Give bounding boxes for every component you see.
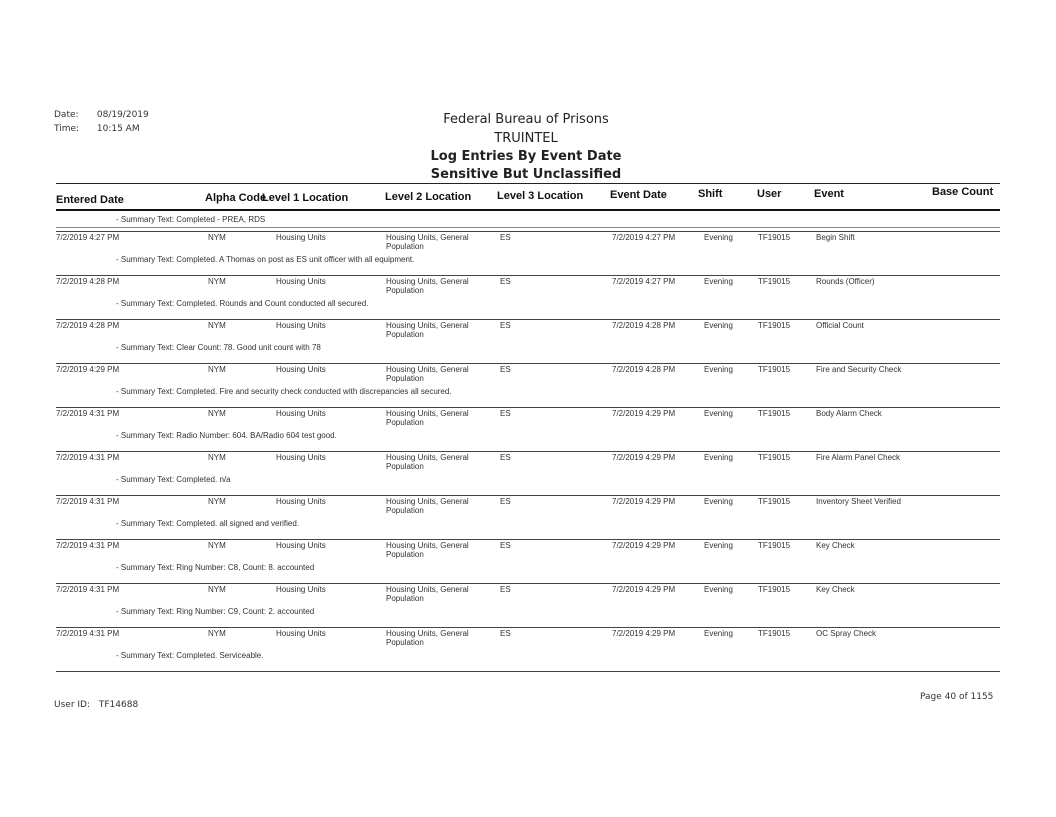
system-title: TRUINTEL — [494, 131, 558, 146]
cell-event: Rounds (Officer) — [816, 277, 875, 286]
user-id-label: User ID: — [54, 700, 90, 710]
col-header-level1-location: Level 1 Location — [262, 192, 349, 204]
cell-event: Body Alarm Check — [816, 409, 882, 418]
report-meta-date — [54, 110, 149, 120]
summary-text: - Summary Text: Completed. Rounds and Count conducted all secured. — [116, 299, 369, 308]
cell-level2-location: Housing Units, General Population — [386, 453, 469, 471]
page-number: Page 40 of 1155 — [920, 692, 994, 702]
row-rule — [56, 627, 1000, 628]
cell-level3-location: ES — [500, 409, 511, 418]
cell-entered-date: 7/2/2019 4:31 PM — [56, 585, 120, 594]
row-rule — [56, 231, 1000, 232]
date-label: Date: — [54, 110, 79, 120]
summary-text: - Summary Text: Completed. Serviceable. — [116, 651, 264, 660]
cell-alpha-code: NYM — [208, 321, 226, 330]
cell-event: Fire and Security Check — [816, 365, 902, 374]
cell-level2-location: Housing Units, General Population — [386, 277, 469, 295]
cell-event: Fire Alarm Panel Check — [816, 453, 901, 462]
cell-alpha-code: NYM — [208, 585, 226, 594]
cell-level1-location: Housing Units — [276, 541, 326, 550]
cell-event: Official Count — [816, 321, 864, 330]
cell-level1-location: Housing Units — [276, 233, 326, 242]
cell-entered-date: 7/2/2019 4:28 PM — [56, 277, 120, 286]
cell-user: TF19015 — [758, 409, 791, 418]
row-rule — [56, 495, 1000, 496]
report-title: Log Entries By Event Date — [430, 149, 622, 164]
cell-event-date: 7/2/2019 4:28 PM — [612, 321, 676, 330]
cell-shift: Evening — [704, 629, 733, 638]
cell-shift: Evening — [704, 585, 733, 594]
cell-level3-location: ES — [500, 629, 511, 638]
cell-shift: Evening — [704, 497, 733, 506]
cell-user: TF19015 — [758, 541, 791, 550]
cell-level2-location: Housing Units, General Population — [386, 541, 469, 559]
cell-event-date: 7/2/2019 4:27 PM — [612, 233, 676, 242]
first-summary-rule — [56, 227, 1000, 228]
cell-level1-location: Housing Units — [276, 453, 326, 462]
cell-level1-location: Housing Units — [276, 409, 326, 418]
row-rule — [56, 539, 1000, 540]
cell-user: TF19015 — [758, 497, 791, 506]
col-header-shift: Shift — [698, 188, 723, 200]
cell-level1-location: Housing Units — [276, 629, 326, 638]
cell-event-date: 7/2/2019 4:27 PM — [612, 277, 676, 286]
cell-level2-location: Housing Units, General Population — [386, 497, 469, 515]
col-header-base-count: Base Count — [932, 186, 994, 198]
col-header-alpha-code: Alpha Code — [205, 192, 267, 204]
cell-event: Begin Shift — [816, 233, 855, 242]
cell-shift: Evening — [704, 321, 733, 330]
header-rule — [56, 209, 1000, 211]
cell-entered-date: 7/2/2019 4:31 PM — [56, 497, 120, 506]
cell-alpha-code: NYM — [208, 629, 226, 638]
cell-user: TF19015 — [758, 233, 791, 242]
cell-level1-location: Housing Units — [276, 321, 326, 330]
summary-text: - Summary Text: Radio Number: 604. BA/Radio 604 test good. — [116, 431, 337, 440]
cell-level3-location: ES — [500, 365, 511, 374]
cell-level3-location: ES — [500, 585, 511, 594]
row-rule — [56, 319, 1000, 320]
top-rule — [56, 183, 1000, 184]
cell-level2-location: Housing Units, General Population — [386, 233, 469, 251]
col-header-user: User — [757, 188, 782, 200]
cell-alpha-code: NYM — [208, 277, 226, 286]
summary-text: - Summary Text: Ring Number: C9, Count: 2. accounted — [116, 607, 315, 616]
cell-event-date: 7/2/2019 4:29 PM — [612, 409, 676, 418]
time-label: Time: — [54, 124, 80, 134]
summary-text: - Summary Text: Clear Count: 78. Good unit count with 78 — [116, 343, 321, 352]
row-rule — [56, 407, 1000, 408]
cell-user: TF19015 — [758, 365, 791, 374]
col-header-level3-location: Level 3 Location — [497, 190, 584, 202]
cell-event-date: 7/2/2019 4:28 PM — [612, 365, 676, 374]
col-header-event-date: Event Date — [610, 189, 667, 201]
cell-event-date: 7/2/2019 4:29 PM — [612, 585, 676, 594]
cell-alpha-code: NYM — [208, 409, 226, 418]
cell-entered-date: 7/2/2019 4:31 PM — [56, 409, 120, 418]
cell-shift: Evening — [704, 277, 733, 286]
report-meta-time — [54, 124, 140, 134]
cell-event-date: 7/2/2019 4:29 PM — [612, 541, 676, 550]
col-header-level2-location: Level 2 Location — [385, 191, 472, 203]
cell-level3-location: ES — [500, 277, 511, 286]
cell-entered-date: 7/2/2019 4:31 PM — [56, 453, 120, 462]
cell-level1-location: Housing Units — [276, 497, 326, 506]
cell-level1-location: Housing Units — [276, 585, 326, 594]
cell-level3-location: ES — [500, 453, 511, 462]
cell-level2-location: Housing Units, General Population — [386, 629, 469, 647]
row-rule — [56, 363, 1000, 364]
summary-text: - Summary Text: Completed. n/a — [116, 475, 231, 484]
cell-shift: Evening — [704, 409, 733, 418]
cell-level1-location: Housing Units — [276, 277, 326, 286]
cell-event-date: 7/2/2019 4:29 PM — [612, 629, 676, 638]
cell-level3-location: ES — [500, 321, 511, 330]
cell-alpha-code: NYM — [208, 453, 226, 462]
cell-event: Key Check — [816, 541, 855, 550]
cell-entered-date: 7/2/2019 4:31 PM — [56, 541, 120, 550]
cell-level2-location: Housing Units, General Population — [386, 321, 469, 339]
table-bottom-rule — [56, 671, 1000, 672]
cell-level2-location: Housing Units, General Population — [386, 409, 469, 427]
summary-text: - Summary Text: Completed. A Thomas on post as ES unit officer with all equipment. — [116, 255, 415, 264]
cell-level1-location: Housing Units — [276, 365, 326, 374]
first-summary-text: - Summary Text: Completed - PREA, RDS — [116, 215, 266, 224]
cell-alpha-code: NYM — [208, 233, 226, 242]
cell-event: Inventory Sheet Verified — [816, 497, 901, 506]
classification-label: Sensitive But Unclassified — [430, 167, 622, 182]
cell-user: TF19015 — [758, 277, 791, 286]
cell-alpha-code: NYM — [208, 365, 226, 374]
user-id-value: TF14688 — [98, 700, 139, 710]
agency-title: Federal Bureau of Prisons — [443, 112, 609, 127]
cell-event-date: 7/2/2019 4:29 PM — [612, 453, 676, 462]
summary-text: - Summary Text: Completed. Fire and security check conducted with discrepancies all secured. — [116, 387, 452, 396]
cell-event-date: 7/2/2019 4:29 PM — [612, 497, 676, 506]
col-header-entered-date: Entered Date — [56, 194, 124, 206]
row-rule — [56, 583, 1000, 584]
cell-entered-date: 7/2/2019 4:28 PM — [56, 321, 120, 330]
cell-level3-location: ES — [500, 233, 511, 242]
cell-entered-date: 7/2/2019 4:31 PM — [56, 629, 120, 638]
summary-text: - Summary Text: Ring Number: C8, Count: 8. accounted — [116, 563, 315, 572]
cell-user: TF19015 — [758, 321, 791, 330]
cell-entered-date: 7/2/2019 4:29 PM — [56, 365, 120, 374]
cell-user: TF19015 — [758, 629, 791, 638]
cell-shift: Evening — [704, 453, 733, 462]
date-value: 08/19/2019 — [96, 110, 149, 120]
cell-level2-location: Housing Units, General Population — [386, 365, 469, 383]
time-value: 10:15 AM — [96, 124, 140, 134]
cell-shift: Evening — [704, 365, 733, 374]
cell-level2-location: Housing Units, General Population — [386, 585, 469, 603]
cell-shift: Evening — [704, 233, 733, 242]
cell-event: Key Check — [816, 585, 855, 594]
cell-user: TF19015 — [758, 453, 791, 462]
row-rule — [56, 451, 1000, 452]
cell-entered-date: 7/2/2019 4:27 PM — [56, 233, 120, 242]
cell-shift: Evening — [704, 541, 733, 550]
summary-text: - Summary Text: Completed. all signed and verified. — [116, 519, 300, 528]
cell-alpha-code: NYM — [208, 497, 226, 506]
col-header-event: Event — [814, 188, 844, 200]
cell-event: OC Spray Check — [816, 629, 877, 638]
cell-level3-location: ES — [500, 497, 511, 506]
row-rule — [56, 275, 1000, 276]
cell-level3-location: ES — [500, 541, 511, 550]
user-id — [54, 700, 138, 710]
cell-user: TF19015 — [758, 585, 791, 594]
cell-alpha-code: NYM — [208, 541, 226, 550]
